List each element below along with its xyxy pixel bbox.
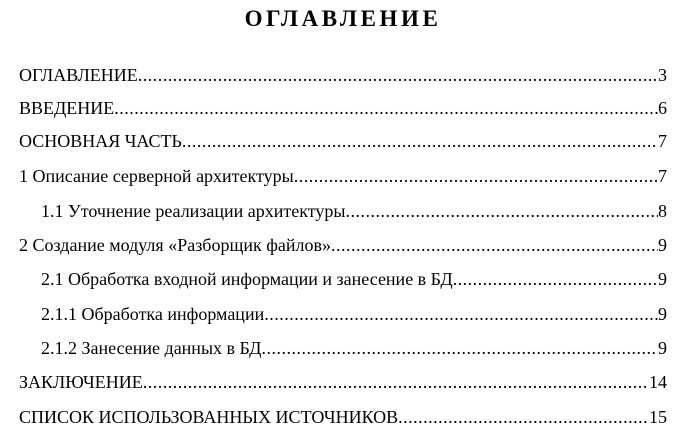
toc-entry-label: 1.1 Уточнение реализации архитектуры [41, 201, 346, 221]
toc-entry-label: 2.1.1 Обработка информации [41, 304, 265, 324]
toc-dot-leader [143, 369, 649, 395]
page-title: ОГЛАВЛЕНИЕ [244, 6, 442, 31]
toc-entry-label: 2.1 Обработка входной информации и занесение в БД [41, 269, 453, 289]
toc-entry-page-number: 3 [658, 65, 667, 85]
toc-entry-page-number: 7 [658, 131, 667, 151]
toc-entry-page-number: 8 [658, 201, 667, 221]
toc-entry-label: ВВЕДЕНИЕ [19, 98, 115, 118]
toc-entry-label: 2.1.2 Занесение данных в БД [41, 338, 262, 358]
toc-entry-page-number: 9 [658, 338, 667, 358]
toc-dot-leader [261, 335, 658, 361]
toc-entry-page-number: 14 [649, 372, 667, 392]
toc-entry-page-number: 9 [658, 304, 667, 324]
toc-entry[interactable] [41, 301, 667, 327]
toc-entry-label: СПИСОК ИСПОЛЬЗОВАННЫХ ИСТОЧНИКОВ [19, 407, 399, 427]
toc-dot-leader [398, 404, 649, 430]
toc-entry-page-number: 6 [658, 98, 667, 118]
toc-entry[interactable] [41, 335, 667, 361]
toc-entry-page-number: 9 [658, 235, 667, 255]
toc-entry[interactable] [19, 404, 667, 430]
toc-entry[interactable] [41, 198, 667, 224]
toc-entry[interactable] [19, 128, 667, 154]
toc-entry-label: ЗАКЛЮЧЕНИЕ [19, 372, 143, 392]
toc-entry-page-number: 7 [658, 166, 667, 186]
toc-dot-leader [264, 301, 658, 327]
toc-entry-label: ОГЛАВЛЕНИЕ [19, 65, 138, 85]
toc-dot-leader [453, 266, 658, 292]
toc-entry[interactable] [19, 163, 667, 189]
toc-dot-leader [114, 95, 658, 121]
toc-entry-label: 2 Создание модуля «Разборщик файлов» [19, 235, 331, 255]
toc-dot-leader [294, 163, 658, 189]
toc-entry[interactable] [41, 266, 667, 292]
toc-entry-label: ОСНОВНАЯ ЧАСТЬ [19, 131, 182, 151]
toc-entry[interactable] [19, 62, 667, 88]
toc-entry-page-number: 9 [658, 269, 667, 289]
toc-dot-leader [138, 62, 658, 88]
toc-entry[interactable] [19, 232, 667, 258]
toc-dot-leader [331, 232, 658, 258]
toc-dot-leader [346, 198, 658, 224]
toc-entry-page-number: 15 [649, 407, 667, 427]
toc-entry[interactable] [19, 369, 667, 395]
toc-entry-label: 1 Описание серверной архитектуры [19, 166, 294, 186]
toc-dot-leader [182, 128, 658, 154]
toc-entry[interactable] [19, 95, 667, 121]
